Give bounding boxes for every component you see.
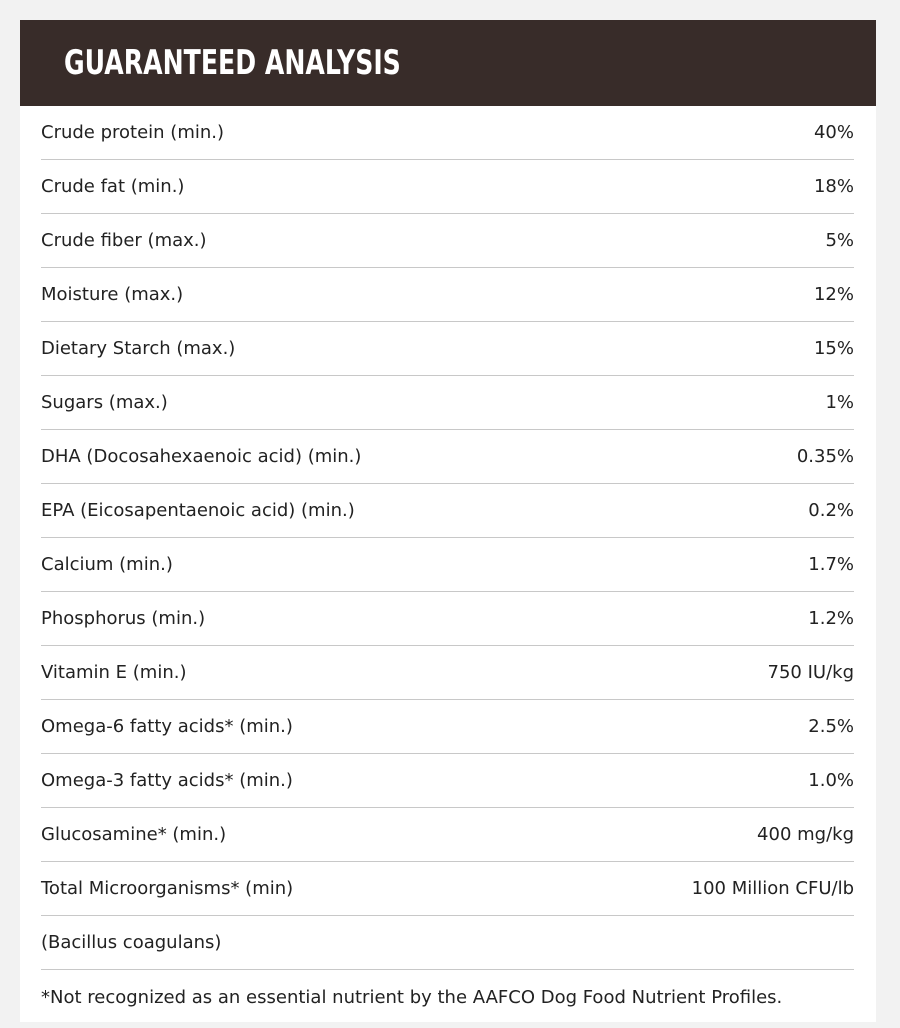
row-label: Omega-6 fatty acids* (min.) — [41, 716, 293, 737]
row-label: (Bacillus coagulans) — [41, 932, 222, 953]
table-row — [41, 538, 854, 592]
table-row — [41, 214, 854, 268]
table-row — [41, 268, 854, 322]
row-label: Sugars (max.) — [41, 392, 168, 413]
row-label: Crude protein (min.) — [41, 122, 225, 143]
row-label: Crude fiber (max.) — [41, 230, 207, 251]
table-row — [41, 808, 854, 862]
table-row — [41, 322, 854, 376]
guaranteed-analysis-panel — [20, 20, 876, 1022]
row-value: 1.2% — [808, 608, 854, 629]
table-row — [41, 376, 854, 430]
row-label: Dietary Starch (max.) — [41, 338, 236, 359]
row-value: 1% — [825, 392, 854, 413]
row-label: Crude fat (min.) — [41, 176, 185, 197]
row-value: 40% — [813, 122, 854, 143]
row-label: Vitamin E (min.) — [41, 662, 187, 683]
row-label: Total Microorganisms* (min) — [41, 878, 294, 899]
row-label: EPA (Eicosapentaenoic acid) (min.) — [41, 500, 355, 521]
row-label: Phosphorus (min.) — [41, 608, 206, 629]
table-row — [41, 106, 854, 160]
panel-title: GUARANTEED ANALYSIS — [64, 43, 401, 83]
analysis-table — [41, 106, 854, 970]
row-value: 5% — [825, 230, 854, 251]
table-row — [41, 646, 854, 700]
panel-header — [20, 20, 876, 106]
row-value: 100 Million CFU/lb — [691, 878, 854, 899]
row-value: 750 IU/kg — [767, 662, 854, 683]
row-value: 400 mg/kg — [757, 824, 854, 845]
row-value: 0.35% — [796, 446, 854, 467]
row-label: Moisture (max.) — [41, 284, 184, 305]
table-row — [41, 160, 854, 214]
row-label: Glucosamine* (min.) — [41, 824, 227, 845]
table-row — [41, 484, 854, 538]
table-row — [41, 862, 854, 916]
row-value: 15% — [813, 338, 854, 359]
table-row — [41, 754, 854, 808]
table-row — [41, 916, 854, 970]
row-label: Calcium (min.) — [41, 554, 173, 575]
row-value: 2.5% — [808, 716, 854, 737]
row-value: 1.7% — [808, 554, 854, 575]
row-value: 1.0% — [808, 770, 854, 791]
row-value: 18% — [813, 176, 854, 197]
table-row — [41, 430, 854, 484]
row-label: Omega-3 fatty acids* (min.) — [41, 770, 293, 791]
footnote: *Not recognized as an essential nutrient by the AAFCO Dog Food Nutrient Profiles. — [41, 986, 783, 1008]
row-value: 12% — [813, 284, 854, 305]
table-row — [41, 700, 854, 754]
table-row — [41, 592, 854, 646]
row-value: 0.2% — [808, 500, 854, 521]
row-label: DHA (Docosahexaenoic acid) (min.) — [41, 446, 362, 467]
